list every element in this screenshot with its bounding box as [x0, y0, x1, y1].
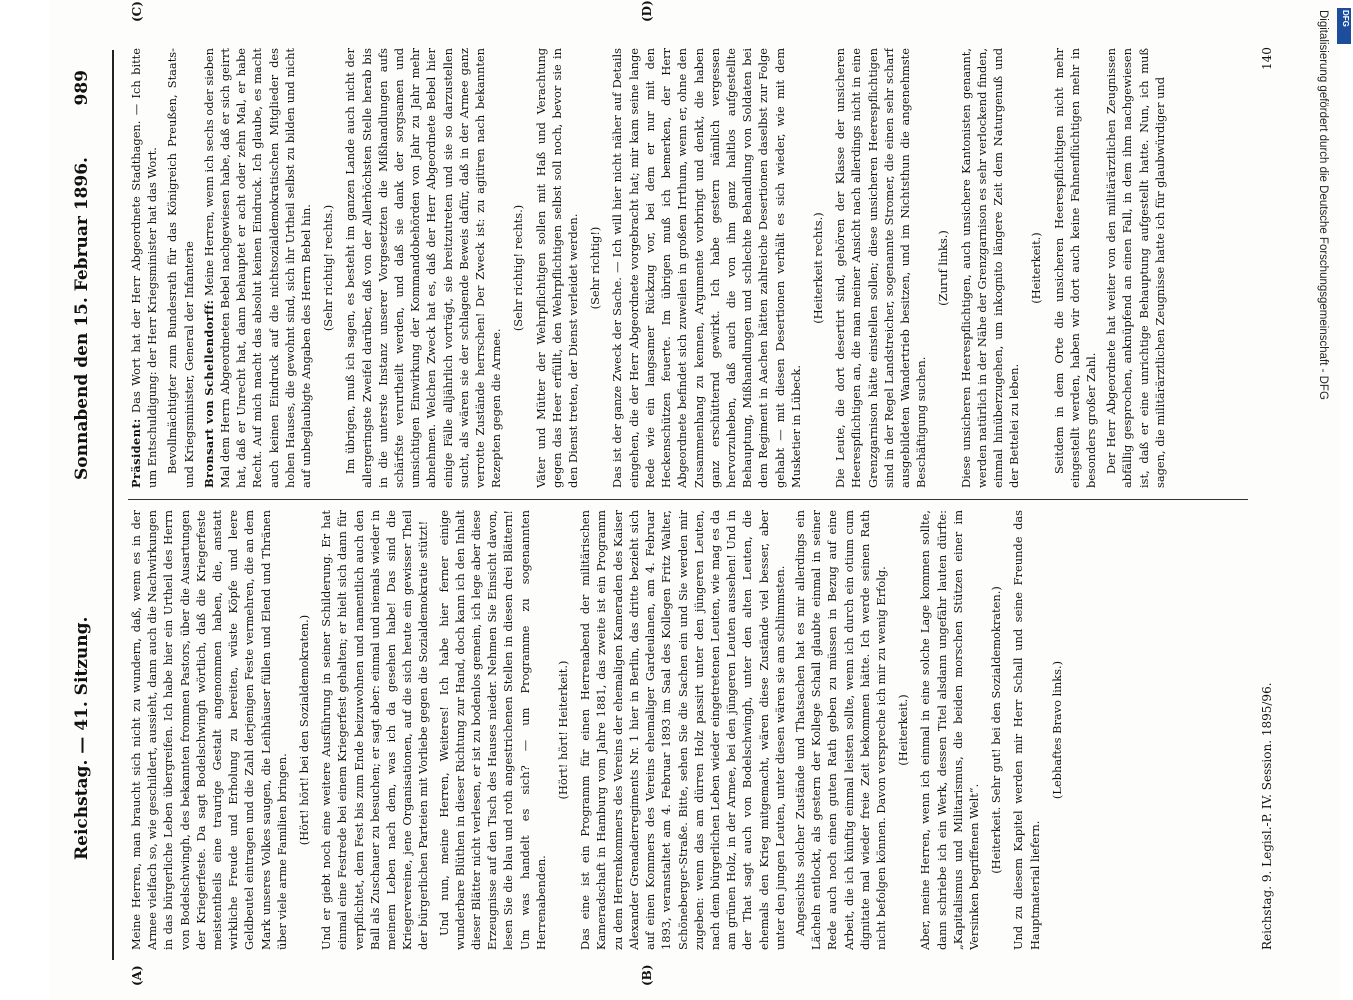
speaker-name: Bronsart von Schellendorff:: [201, 299, 216, 488]
paragraph: Das ist der ganze Zweck der Sache. — Ich will hier nicht näher auf Details eingehen, die der Herr Abgeordnete vorgebracht hat; mir kam seine lange Rede wie ein langsamer Rückzug vor, bei dem er nur mit den Heckenschützen feuerte. Im übrigen muß ich bemerken, der Herr Abgeordnete befindet sich zuweilen in großem Irrthum, wenn er, ohne den Zusammenhang zu kennen, Argumente vorbringt und denkt, die haben ganz erschütternd gewirkt. Ich habe gestern nämlich vergessen hervorzuheben, daß auch die von ihm ganz haltlos aufgestellte Behauptung, Mißhandlungen und schlechte Behandlung von Soldaten bei dem Regiment in Aachen hätten zahlreiche Desertionen daselbst zur Folge gehabt — mit diesen Desertionen verhält es sich wieder, wie mit dem Musketier in Lübeck.: [610, 48, 803, 488]
speaker-name: Präsident:: [129, 418, 143, 488]
header-rule: [112, 50, 114, 960]
interjection: (Hört! hört! Heiterkeit.): [556, 660, 571, 800]
header-left: Reichstag. — 41. Sitzung.: [72, 616, 92, 860]
paragraph: Seitdem in dem Orte die unsicheren Heerespflichtigen nicht mehr eingestellt werden, haben wir dort auch keine Fahnenflüchtigen mehr in besonders großer Zahl.: [1051, 48, 1098, 488]
interjection: (Heiterkeit.): [1029, 232, 1044, 304]
paragraph: Meine Herren, man braucht sich nicht zu wundern, daß, wenn es in der Armee vielfach so, wie geschildert, aussieht, dann auch die Nachwirkungen in das bürgerliche Leben übergreifen. Ich habe hier ein Urtheil des Herrn von Bodelschwingh, des bekannten frommen Pastors, über die Ausartungen der Kriegerfeste. Da sagt Bodelschwingh wörtlich, daß die Kriegerfeste meistentheils eine traurige Gestalt angenommen haben, die, anstatt wirkliche Freude und Erholung zu bereiten, wüste Köpfe und leere Geldbeutel eintragen und die Zahl derjenigen Feste vermehren, die an dem Mark unseres Volkes saugen, die Leihhäuser füllen und Elend und Thränen über viele arme Familien bringen.: [129, 510, 289, 950]
interjection: (Heiterkeit.): [896, 694, 911, 766]
credit-text: Digitalisierung gefördert durch die Deutsche Forschungsgemeinschaft - DFG: [1317, 10, 1329, 400]
document-page: [50, 0, 1340, 1000]
speaker-paragraph: [201, 48, 314, 488]
paragraph: Und er giebt noch eine weitere Ausführung in seiner Schilderung. Er hat einmal eine Festrede bei einem Kriegerfest gehalten; er hielt sich dann für verpflichtet, dem Fest bis zum Ende beizuwohnen und namentlich auch den Ball als Zuschauer zu besuchen; er sagt aber: einmal und niemals wieder in meinem Leben nach dem, was ich da gesehen habe! Das sind die Kriegervereine, jene Organisationen, auf die sich heute ein gewisser Theil der bürgerlichen Parteien mit Vorliebe gegen die Sozialdemokratie stützt!: [319, 510, 431, 950]
paragraph: Und zu diesem Kapitel werden mir Herr Schall und seine Freunde das Hauptmaterial liefern.: [1011, 510, 1042, 950]
margin-marker-a: (A): [130, 965, 144, 986]
interjection: (Lebhaftes Bravo links.): [1049, 660, 1064, 800]
margin-marker-c: (C): [130, 1, 144, 22]
right-column: [128, 48, 1258, 488]
speech-text: Das Wort hat der Herr Abgeordnete Stadthagen. — Ich bitte um Entschuldigung: der Herr Kriegsminister hat das Wort.: [129, 48, 160, 488]
paragraph: Väter und Mütter der Wehrpflichtigen sollen mit Haß und Verachtung gegen das Heer erfüllt, den Wehrpflichtigen selbst soll noch, bevor sie in den Dienst treten, der Dienst verleidet werden.: [533, 48, 581, 488]
paragraph: Die Leute, die dort desertirt sind, gehören der Klasse der unsicheren Heerespflichtigen an, die man meiner Ansicht nach allerdings nicht in eine Grenzgarnison hätte einstellen sollen; diese unsicheren Heerespflichtigen sind in der Regel Landstreicher, sogenannte Stromer, die einen sehr scharf ausgebildeten Wandertrieb besitzen, und im Nichtsthun die angenehmste Beschäftigung suchen.: [833, 48, 929, 488]
paragraph: Und nun, meine Herren, Weiteres! Ich habe hier ferner einige wunderbare Blüthen in dieser Richtung zur Hand, doch kann ich den Inhalt dieser Blätter nicht verlesen, er ist zu bodenlos gemein, ich lege aber diese Erzeugnisse auf den Tisch des Hauses nieder. Nehmen Sie Einsicht davon, lesen Sie die blau und roth angestrichenen Stellen in diesen drei Blättern! Um was handelt es sich? — um Programme zu sogenannten Herrenabenden.: [436, 510, 548, 950]
interjection: (Zuruf links.): [936, 230, 951, 306]
dfg-logo-text: DFG: [1341, 10, 1350, 27]
speech-text: Meine Herren, wenn ich sechs oder sieben Mal dem Herrn Abgeordneten Bebel nachgewiesen habe, daß er sich geirrt hat, daß er Unrecht hat, dann behauptet er acht oder zehn Mal, er habe Recht. Auf mich macht das absolut keinen Eindruck. Ich glaube, es macht auch keinen Eindruck auf die nichtsozialdemokratischen Mitglieder des hohen Hauses, die gewohnt sind, sich ihr Urtheil selbst zu bilden und nicht auf unbeglaubigte Angaben des Herrn Bebel hin.: [201, 48, 314, 488]
digitization-credit: [1312, 10, 1334, 990]
footer-sheet-number: 140: [1260, 47, 1274, 70]
margin-marker-b: (B): [640, 964, 654, 986]
paragraph: Bevollmächtigter zum Bundesrath für das Königreich Preußen, Staats- und Kriegsminister, General der Infanterie: [165, 48, 196, 488]
interjection: (Heiterkeit rechts.): [810, 212, 825, 324]
paragraph: Aber, meine Herren, wenn ich einmal in eine solche Lage kommen sollte, dann schriebe ich ein Werk, dessen Titel alsdann ungefähr lauten dürfte: „Kapitalismus und Militarismus, die beiden morschen Stützen einer im Versinken begriffenen Welt“.: [918, 510, 981, 950]
interjection: (Sehr richtig!): [588, 226, 603, 310]
interjection: (Sehr richtig! rechts.): [511, 204, 526, 332]
paragraph: Der Herr Abgeordnete hat weiter von den militärärztlichen Zeugnissen abfällig gesprochen, anknüpfend an einen Fall, in dem ihm nachgewiesen ist, daß er eine unrichtige Behauptung aufgestellt hatte. Nun, ich muß sagen, die militärärztlichen Zeugnisse hatte ich für glaubwürdiger und: [1104, 48, 1167, 488]
paragraph: Das eine ist ein Programm für einen Herrenabend der militärischen Kameradschaft in Hamburg vom Jahre 1881, das zweite ist ein Programm zu dem Herrenkommers des Vereins der ehemaligen Kameraden des Kaiser Alexander Grenadierregiments Nr. 1 hier in Berlin, das dritte bezieht sich auf einen Kommers des Vereins ehemaliger Gardeulanen, am 4. Februar 1893, veranstaltet am 4. Februar 1893 im Saal des Kollegen Fritz Walter, Schöneberger-Straße. Bitte, sehen Sie die Sachen ein und Sie werden mir zugeben: wenn das am dürren Holz passirt unter den jüngeren Leuten, nach dem bürgerlichen Leben wieder eingetretenen Leuten, wie mag es da am grünen Holz, in der Armee, bei den jüngeren Leuten aussehen! Und in der That sagt auch von Bodelschwingh, unter den alten Leuten, die ehemals den Krieg mitgemacht, wären diese Zustände viel besser, aber unter den jungen Leuten, unter diesen wären sie am schlimmsten.: [578, 510, 787, 950]
interjection: (Hört! hört! bei den Sozialdemokraten.): [297, 614, 312, 846]
header-date: Sonnabend den 15. Februar 1896.: [72, 157, 92, 480]
column-divider: [128, 499, 1248, 500]
speaker-paragraph: [128, 48, 160, 488]
margin-marker-d: (D): [640, 0, 654, 22]
left-column: [128, 510, 1258, 950]
interjection: (Heiterkeit. Sehr gut! bei den Sozialdemokraten.): [989, 586, 1004, 874]
paragraph: Diese unsicheren Heerespflichtigen, auch unsichere Kantonisten genannt, werden natürlich in der Nähe der Grenzgarnison es sehr verlockend finden, einmal hinüberzugehen, um inkognito längere Zeit dem Naturgenuß und der Bettelei zu leben.: [958, 48, 1022, 488]
dfg-logo: [1337, 8, 1351, 44]
footer-session: Reichstag. 9. Legisl.-P. IV. Session. 1895/96.: [1260, 682, 1274, 950]
interjection: (Sehr richtig! rechts.): [321, 204, 336, 332]
paragraph: Im übrigen, muß ich sagen, es besteht im ganzen Lande auch nicht der allergeringste Zweifel darüber, daß von der Allerhöchsten Stelle herab bis in die unterste Instanz unserer Vorgesetzten die Mißhandlungen aufs schärfste verurtheilt werden, und daß sie dank der sorgsamen und umsichtigen Einwirkung der Kommandobehörden von Jahr zu Jahr mehr abnehmen. Welchen Zweck hat es, daß der Herr Abgeordnete Bebel hier einige Fälle alljährlich vorträgt, sie breitzutreten und sie so darzustellen sucht, als wären sie der schlagende Beweis dafür, daß in der Armee ganz verrotte Zustände herrschen! Der Zweck ist: zu agitiren nach bekannten Rezepten gegen die Armee.: [343, 48, 504, 488]
page-number: 989: [72, 70, 92, 106]
paragraph: Angesichts solcher Zustände und Thatsachen hat es mir allerdings ein Lächeln entlockt, als gestern der Kollege Schall glaubte einmal in seiner Rede auch noch einen guten Rath geben zu müssen in Bezug auf eine Arbeit, die ich künftig einmal leisten sollte, wenn ich durch ein otium cum dignitate mal wieder freie Zeit bekommen hätte. Ich werde seinen Rath nicht befolgen können. Davon verspreche ich mir zu wenig Erfolg.: [792, 510, 888, 950]
